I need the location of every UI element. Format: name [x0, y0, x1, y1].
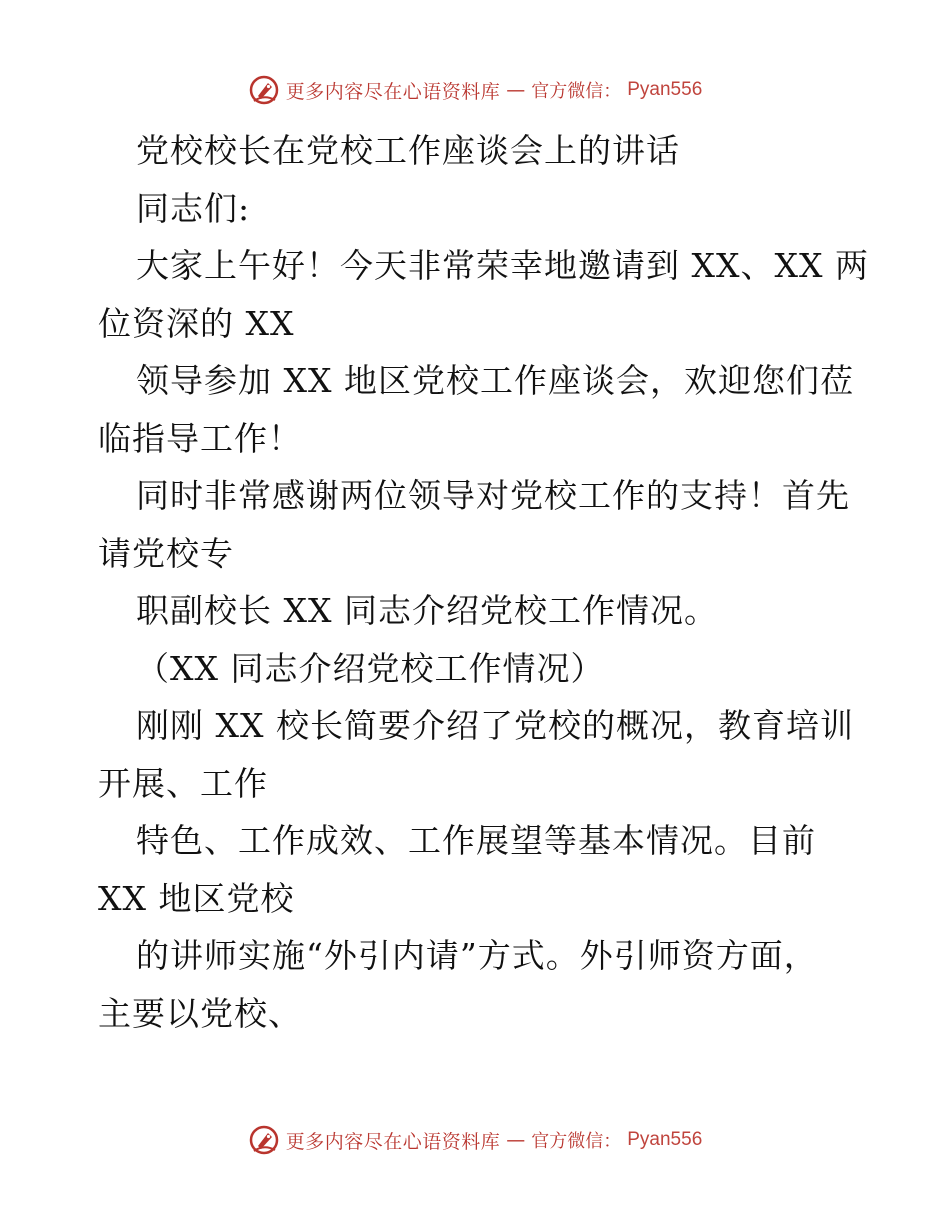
paragraph-line: 请党校专: [98, 533, 234, 573]
paragraph-line: 位资深的 XX: [98, 303, 295, 343]
watermark-wechat-label: 官方微信：: [531, 81, 622, 102]
paragraph-line: 领导参加 XX 地区党校工作座谈会，欢迎您们莅: [136, 361, 854, 400]
paragraph-line: 刚刚 XX 校长简要介绍了党校的概况，教育培训: [136, 706, 854, 745]
paragraph-line: 特色、工作成效、工作展望等基本情况。目前: [136, 821, 816, 860]
watermark-wechat-id: Pyan556: [627, 1129, 703, 1150]
paragraph-line: 主要以党校、: [98, 993, 302, 1033]
salutation: 同志们:: [136, 188, 251, 228]
paragraph-line: 临指导工作！: [98, 418, 302, 458]
pen-nib-logo-icon: [248, 74, 280, 106]
paragraph-line: 开展、工作: [98, 763, 268, 803]
watermark-wechat-id: Pyan556: [627, 79, 703, 100]
watermark-text: 更多内容尽在心语资料库: [285, 80, 501, 103]
watermark-text: 更多内容尽在心语资料库: [285, 1130, 501, 1153]
paragraph-line: 的讲师实施“外引内请”方式。外引师资方面，: [136, 936, 818, 975]
paragraph-line: （XX 同志介绍党校工作情况）: [136, 648, 605, 688]
paragraph-line: 大家上午好！今天非常荣幸地邀请到 XX、XX 两: [136, 246, 869, 285]
paragraph-line: 同时非常感谢两位领导对党校工作的支持！首先: [136, 476, 850, 515]
document-title: 党校校长在党校工作座谈会上的讲话: [136, 131, 680, 170]
pen-nib-logo-icon: [248, 1124, 280, 1156]
watermark-separator: —: [506, 79, 526, 101]
paragraph-line: XX 地区党校: [98, 878, 295, 918]
watermark-separator: —: [506, 1129, 526, 1151]
watermark-banner-bottom: [0, 1120, 950, 1160]
document-body: [98, 122, 869, 1042]
watermark-banner-top: [0, 70, 950, 110]
watermark-wechat-label: 官方微信：: [531, 1131, 622, 1152]
paragraph-line: 职副校长 XX 同志介绍党校工作情况。: [136, 591, 718, 630]
